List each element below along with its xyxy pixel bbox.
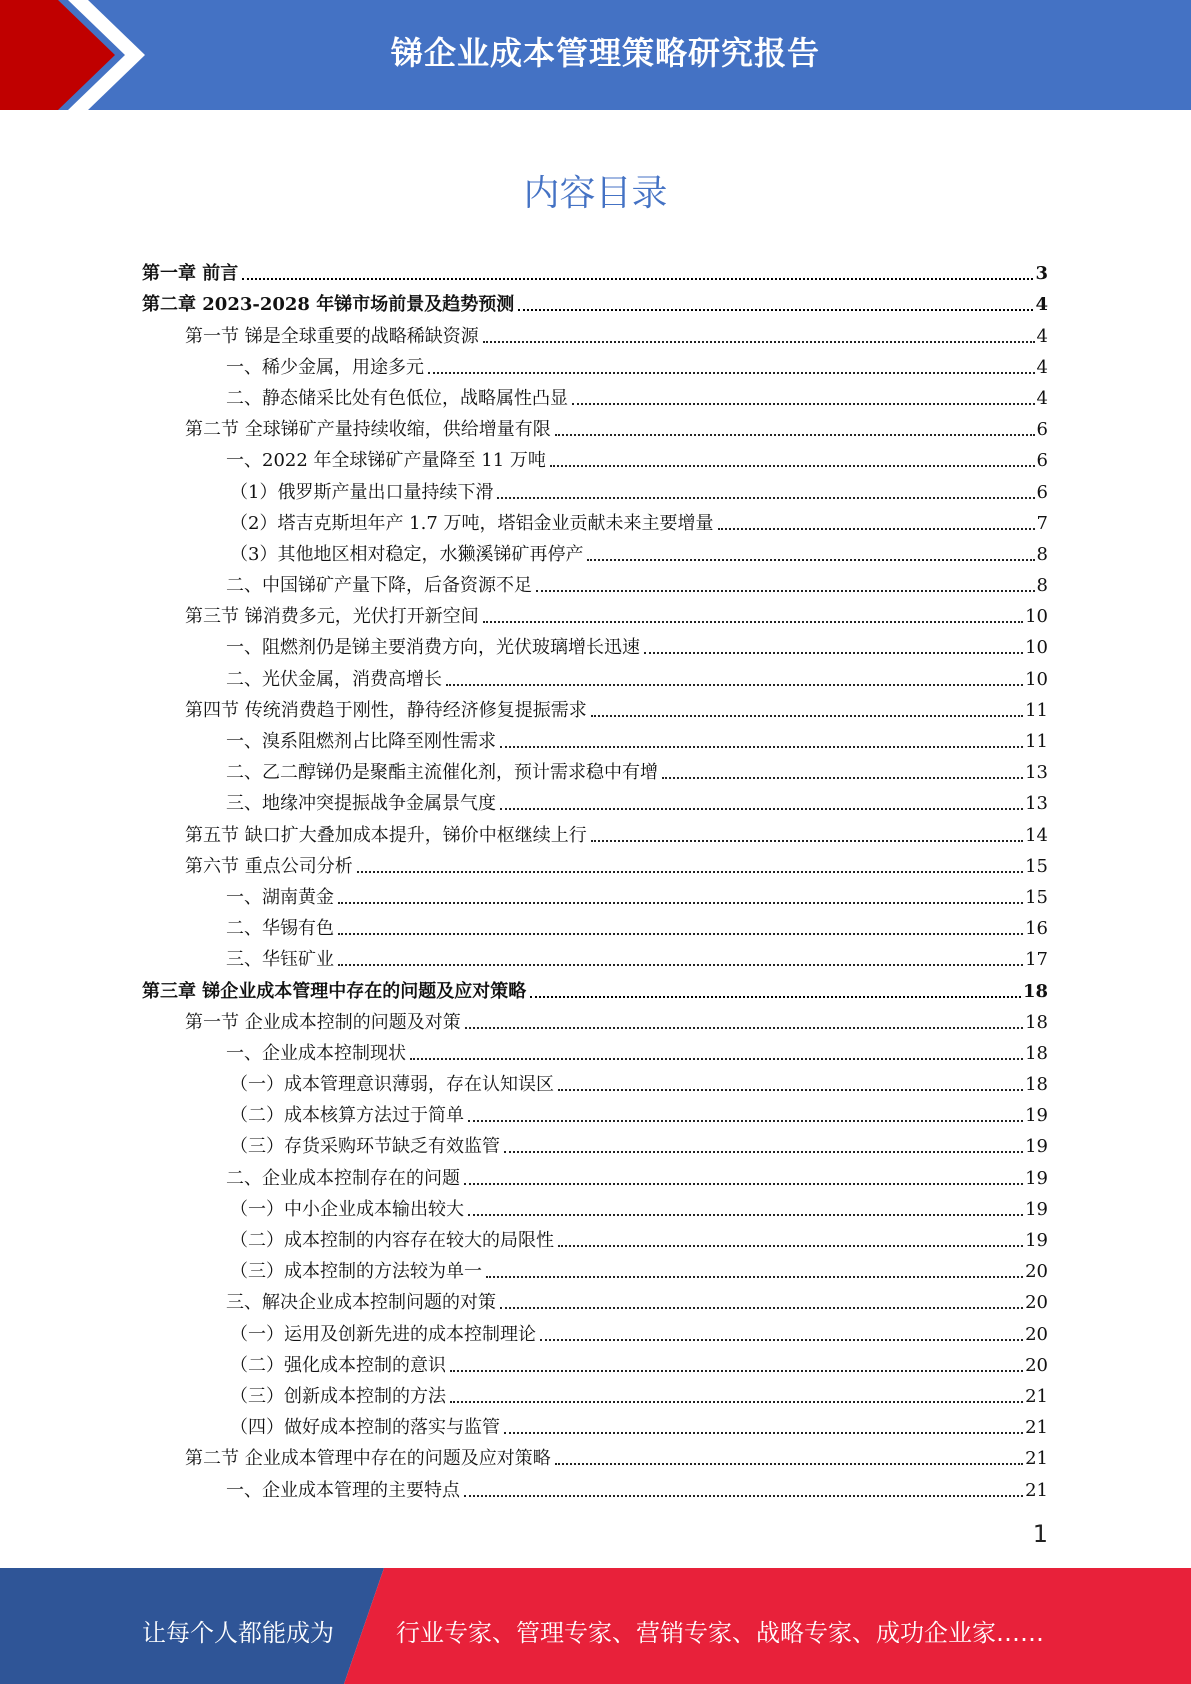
page-number: 1: [1032, 1520, 1048, 1548]
toc-entry-label: 三、解决企业成本控制问题的对策: [226, 1292, 496, 1314]
toc-leader-dots: [468, 1119, 1023, 1122]
toc-leader-dots: [555, 1462, 1023, 1465]
toc-entry[interactable]: [142, 878, 1048, 909]
toc-entry-label: 一、企业成本控制现状: [226, 1042, 406, 1064]
toc-entry[interactable]: [142, 1127, 1048, 1158]
toc-leader-dots: [504, 1150, 1023, 1153]
toc-entry-page: 15: [1025, 886, 1048, 908]
toc-leader-dots: [357, 870, 1023, 873]
toc-entry-page: 13: [1025, 762, 1048, 784]
toc-entry-page: 18: [1025, 1042, 1048, 1064]
toc-entry-label: 第二节 全球锑矿产量持续收缩，供给增量有限: [185, 419, 551, 441]
toc-entry-page: 19: [1025, 1136, 1048, 1158]
toc-entry-label: 二、乙二醇锑仍是聚酯主流催化剂，预计需求稳中有增: [226, 762, 658, 784]
toc-entry-label: （三）存货采购环节缺乏有效监管: [230, 1136, 500, 1158]
toc-entry[interactable]: [142, 535, 1048, 566]
toc-entry-label: 第三章 锑企业成本管理中存在的问题及应对策略: [142, 980, 527, 1002]
toc-entry-label: （一）中小企业成本输出较大: [230, 1198, 464, 1220]
toc-entry[interactable]: [142, 1221, 1048, 1252]
toc-entry-page: 8: [1036, 543, 1048, 565]
toc-entry-label: （1）俄罗斯产量出口量持续下滑: [230, 481, 494, 503]
toc-leader-dots: [464, 1182, 1023, 1185]
toc-leader-dots: [446, 683, 1023, 686]
toc-entry-page: 11: [1025, 731, 1048, 752]
toc-leader-dots: [468, 1213, 1023, 1216]
toc-entry-label: 二、中国锑矿产量下降，后备资源不足: [226, 575, 532, 597]
toc-entry[interactable]: [142, 441, 1048, 472]
toc-entry[interactable]: [142, 410, 1048, 441]
toc-entry-label: 二、华锡有色: [226, 918, 334, 940]
toc-entry-page: 4: [1036, 356, 1048, 378]
toc-entry-label: （3）其他地区相对稳定，水獭溪锑矿再停产: [230, 543, 584, 565]
toc-entry-label: 第四节 传统消费趋于刚性，静待经济修复提振需求: [185, 699, 587, 721]
toc-heading: 内容目录: [523, 173, 668, 214]
toc-entry[interactable]: [142, 784, 1048, 815]
toc-entry-label: 第三节 锑消费多元，光伏打开新空间: [185, 606, 479, 628]
toc-entry[interactable]: [142, 753, 1048, 784]
toc-leader-dots: [450, 1369, 1023, 1372]
toc-entry-page: 21: [1025, 1385, 1048, 1407]
toc-entry-label: 二、光伏金属，消费高增长: [226, 668, 442, 690]
toc-entry-label: （三）创新成本控制的方法: [230, 1385, 446, 1407]
toc-entry-page: 18: [1022, 980, 1048, 1002]
toc-entry-page: 19: [1025, 1198, 1048, 1220]
toc-entry-label: 一、企业成本管理的主要特点: [226, 1479, 460, 1501]
toc-leader-dots: [540, 1338, 1023, 1341]
toc-entry[interactable]: [142, 504, 1048, 535]
toc-entry-page: 7: [1036, 512, 1048, 534]
toc-entry[interactable]: [142, 691, 1048, 722]
toc-leader-dots: [530, 995, 1021, 998]
toc-entry-page: 20: [1025, 1354, 1048, 1376]
toc-entry[interactable]: [142, 1470, 1048, 1501]
toc-leader-dots: [718, 527, 1035, 530]
toc-leader-dots: [465, 1026, 1023, 1029]
toc-leader-dots: [464, 1494, 1023, 1497]
toc-entry-page: 10: [1025, 606, 1048, 628]
toc-entry[interactable]: [142, 909, 1048, 940]
toc-entry[interactable]: [142, 1283, 1048, 1314]
toc-leader-dots: [587, 558, 1034, 561]
toc-entry[interactable]: [142, 847, 1048, 878]
toc-entry-page: 13: [1025, 793, 1048, 815]
toc-entry-page: 20: [1025, 1323, 1048, 1345]
toc-entry-label: 三、华钰矿业: [226, 949, 334, 971]
toc-leader-dots: [518, 308, 1033, 311]
toc-entry-label: 第二章 2023-2028 年锑市场前景及趋势预测: [142, 294, 515, 316]
toc-entry-label: 一、溴系阻燃剂占比降至刚性需求: [226, 731, 496, 752]
toc-entry-label: 二、静态储采比处有色低位，战略属性凸显: [226, 387, 568, 409]
toc-leader-dots: [591, 839, 1023, 842]
toc-leader-dots: [644, 651, 1023, 654]
toc-entry-label: 一、2022 年全球锑矿产量降至 11 万吨: [226, 450, 546, 472]
toc-entry-label: （2）塔吉克斯坦年产 1.7 万吨，塔铝金业贡献未来主要增量: [230, 512, 714, 534]
header-bar: [0, 0, 1191, 110]
toc-entry[interactable]: [142, 628, 1048, 659]
toc-leader-dots: [486, 1275, 1023, 1278]
table-of-contents: [142, 254, 1048, 1502]
toc-leader-dots: [550, 464, 1035, 467]
toc-entry[interactable]: [142, 1065, 1048, 1096]
toc-entry-page: 10: [1025, 668, 1048, 690]
toc-entry-label: 一、阻燃剂仍是锑主要消费方向，光伏玻璃增长迅速: [226, 637, 640, 659]
toc-entry-label: 一、稀少金属，用途多元: [226, 356, 424, 378]
toc-entry-page: 6: [1036, 481, 1048, 503]
toc-leader-dots: [500, 745, 1023, 748]
toc-entry-page: 10: [1025, 637, 1048, 659]
toc-entry[interactable]: [142, 597, 1048, 628]
toc-entry-page: 6: [1036, 419, 1048, 441]
toc-entry[interactable]: [142, 316, 1048, 347]
toc-entry-label: （一）成本管理意识薄弱，存在认知误区: [230, 1074, 554, 1096]
toc-entry-page: 18: [1025, 1074, 1048, 1096]
toc-leader-dots: [558, 1244, 1023, 1247]
toc-leader-dots: [662, 776, 1023, 779]
toc-entry-label: 第二节 企业成本管理中存在的问题及应对策略: [185, 1448, 551, 1470]
toc-entry-page: 11: [1025, 699, 1048, 721]
toc-entry-page: 6: [1036, 450, 1048, 472]
toc-entry-page: 8: [1036, 575, 1048, 597]
toc-entry-label: 第一章 前言: [142, 263, 239, 285]
toc-entry[interactable]: [142, 1377, 1048, 1408]
toc-leader-dots: [450, 1400, 1023, 1403]
toc-entry[interactable]: [142, 1408, 1048, 1439]
toc-entry-page: 20: [1025, 1292, 1048, 1314]
toc-entry[interactable]: [142, 815, 1048, 846]
toc-entry-page: 21: [1025, 1479, 1048, 1501]
toc-entry[interactable]: [142, 1346, 1048, 1377]
toc-entry[interactable]: [142, 1003, 1048, 1034]
toc-entry[interactable]: [142, 1096, 1048, 1127]
toc-entry-page: 18: [1025, 1011, 1048, 1033]
toc-entry[interactable]: [142, 971, 1048, 1002]
toc-leader-dots: [483, 340, 1035, 343]
toc-entry-page: 15: [1025, 855, 1048, 877]
toc-entry-page: 16: [1025, 918, 1048, 940]
toc-entry-label: 第一节 锑是全球重要的战略稀缺资源: [185, 325, 479, 347]
toc-leader-dots: [338, 932, 1023, 935]
toc-leader-dots: [555, 433, 1035, 436]
toc-entry-label: （二）成本核算方法过于简单: [230, 1105, 464, 1127]
toc-entry-page: 20: [1025, 1261, 1048, 1283]
toc-entry-label: （二）成本控制的内容存在较大的局限性: [230, 1230, 554, 1251]
toc-entry[interactable]: [142, 1034, 1048, 1065]
toc-entry[interactable]: [142, 1314, 1048, 1345]
toc-leader-dots: [504, 1431, 1023, 1434]
toc-leader-dots: [536, 589, 1035, 592]
toc-entry-label: （四）做好成本控制的落实与监管: [230, 1417, 500, 1439]
toc-entry-label: 第六节 重点公司分析: [185, 855, 353, 877]
toc-entry-page: 3: [1035, 263, 1048, 285]
toc-leader-dots: [558, 1088, 1023, 1091]
toc-entry-page: 17: [1025, 949, 1048, 971]
toc-entry-label: 第一节 企业成本控制的问题及对策: [185, 1011, 461, 1033]
toc-leader-dots: [591, 714, 1023, 717]
toc-entry[interactable]: [142, 285, 1048, 316]
footer-slogan-left: 让每个人都能成为: [142, 1619, 334, 1647]
toc-entry-page: 19: [1025, 1105, 1048, 1127]
toc-entry[interactable]: [142, 659, 1048, 690]
toc-entry-page: 21: [1025, 1417, 1048, 1439]
toc-entry-page: 4: [1035, 294, 1048, 316]
toc-entry-label: 三、地缘冲突提振战争金属景气度: [226, 793, 496, 815]
toc-entry[interactable]: [142, 379, 1048, 410]
toc-leader-dots: [338, 963, 1023, 966]
toc-entry[interactable]: [142, 472, 1048, 503]
toc-leader-dots: [500, 1306, 1023, 1309]
toc-leader-dots: [410, 1057, 1023, 1060]
toc-entry-page: 21: [1025, 1448, 1048, 1470]
toc-entry-label: 一、湖南黄金: [226, 886, 334, 908]
toc-entry[interactable]: [142, 1439, 1048, 1470]
toc-entry[interactable]: [142, 940, 1048, 971]
toc-leader-dots: [428, 371, 1035, 374]
toc-entry[interactable]: [142, 348, 1048, 379]
toc-entry-page: 14: [1025, 824, 1048, 846]
toc-entry[interactable]: [142, 566, 1048, 597]
toc-entry-label: 第五节 缺口扩大叠加成本提升，锑价中枢继续上行: [185, 824, 587, 846]
toc-leader-dots: [483, 620, 1023, 623]
report-title: 锑企业成本管理策略研究报告: [390, 34, 820, 72]
toc-entry-label: （一）运用及创新先进的成本控制理论: [230, 1323, 536, 1345]
toc-leader-dots: [500, 807, 1023, 810]
toc-entry-label: （二）强化成本控制的意识: [230, 1354, 446, 1376]
toc-leader-dots: [572, 402, 1035, 405]
toc-entry-page: 19: [1025, 1230, 1048, 1251]
toc-entry[interactable]: [142, 1190, 1048, 1221]
toc-entry-page: 19: [1025, 1167, 1048, 1189]
toc-entry[interactable]: [142, 722, 1048, 753]
toc-leader-dots: [497, 496, 1034, 499]
toc-entry[interactable]: [142, 254, 1048, 285]
footer-slogan-right: 行业专家、管理专家、营销专家、战略专家、成功企业家……: [396, 1619, 1044, 1647]
toc-entry-page: 4: [1036, 325, 1048, 347]
toc-entry[interactable]: [142, 1158, 1048, 1189]
toc-leader-dots: [242, 277, 1033, 280]
toc-entry[interactable]: [142, 1252, 1048, 1283]
toc-entry-label: （三）成本控制的方法较为单一: [230, 1261, 482, 1283]
toc-entry-label: 二、企业成本控制存在的问题: [226, 1167, 460, 1189]
toc-entry-page: 4: [1036, 387, 1048, 409]
toc-leader-dots: [338, 901, 1023, 904]
